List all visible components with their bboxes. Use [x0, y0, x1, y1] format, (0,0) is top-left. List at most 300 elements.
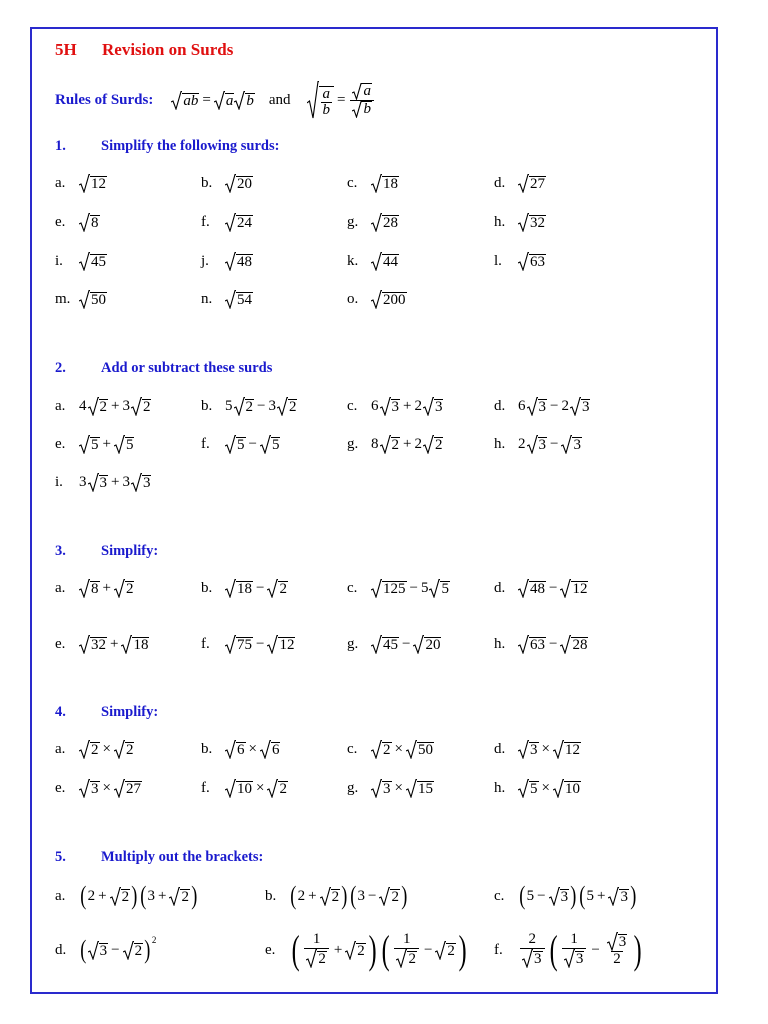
radical	[260, 435, 281, 454]
radical	[435, 941, 456, 960]
expression	[225, 174, 253, 193]
numerator	[568, 932, 580, 948]
radical	[88, 397, 109, 416]
q5-item	[494, 927, 645, 972]
item-label: a.	[55, 740, 66, 757]
operator: +	[596, 887, 606, 904]
coefficient: 6	[371, 397, 379, 414]
radicand: 3	[620, 888, 628, 905]
exponent: 2	[151, 935, 157, 945]
radical-a: a	[214, 91, 235, 110]
radicand: 50	[91, 291, 106, 308]
radicand: 6	[237, 741, 245, 758]
fraction	[605, 932, 630, 968]
radical	[121, 635, 149, 654]
radical	[527, 435, 548, 454]
radical	[518, 213, 546, 232]
radicand: 3	[618, 934, 627, 951]
radicand: 8	[91, 580, 99, 597]
radicand: 3	[534, 951, 542, 968]
radicand: 28	[572, 636, 588, 653]
expression	[289, 927, 469, 972]
radical	[225, 579, 253, 598]
item-label: c.	[347, 397, 358, 414]
q3-item	[55, 631, 149, 657]
coefficient: 2	[414, 397, 422, 414]
radical	[267, 579, 288, 598]
operator: −	[549, 579, 558, 596]
radicand: 5	[237, 436, 245, 453]
q2-item	[201, 393, 297, 419]
radicand: 2	[279, 780, 287, 797]
radical	[413, 635, 441, 654]
radical	[267, 779, 288, 798]
radicand: 2	[245, 398, 253, 415]
expression	[518, 779, 581, 798]
operator: ×	[248, 740, 257, 757]
radicand: 18	[383, 175, 398, 192]
radical	[88, 473, 109, 492]
radicand: 12	[564, 741, 580, 758]
expression	[371, 213, 399, 232]
term: 5	[526, 887, 535, 904]
item-label: b.	[265, 887, 277, 904]
radical	[123, 941, 144, 960]
rule-product: ab = a b	[171, 91, 254, 110]
item-label: f.	[494, 941, 503, 958]
q2-item	[55, 469, 151, 495]
radicand: 2	[125, 741, 134, 758]
coefficient: 2	[561, 397, 569, 414]
radical	[306, 949, 327, 968]
operator: −	[111, 941, 120, 958]
radical	[114, 435, 135, 454]
expression	[79, 435, 134, 454]
radicand: 3	[538, 398, 546, 415]
expression	[79, 937, 156, 963]
radicand: 54	[237, 291, 252, 308]
radical	[518, 579, 546, 598]
operator: +	[102, 435, 111, 452]
denominator	[304, 948, 329, 968]
item-label: e.	[55, 213, 66, 230]
radicand: 2	[121, 888, 130, 905]
section-5-heading: 5. Multiply out the brackets:	[55, 849, 264, 865]
expression	[79, 473, 151, 492]
denominator	[611, 951, 623, 968]
q2-item	[347, 431, 443, 457]
radicand: 3	[434, 398, 443, 415]
radicand: 5	[125, 436, 134, 453]
radical	[267, 635, 295, 654]
operator: +	[111, 397, 120, 414]
numerator	[527, 932, 539, 948]
radicand: 2	[134, 942, 143, 959]
radical	[396, 949, 417, 968]
term: 2	[87, 887, 96, 904]
radicand: 5	[530, 780, 538, 797]
radical	[225, 435, 246, 454]
bracket: (	[80, 881, 87, 910]
item-label: c.	[347, 740, 358, 757]
radicand: 3	[575, 951, 584, 968]
operator: ×	[541, 779, 550, 796]
term: 2	[613, 951, 621, 968]
item-label: b.	[201, 397, 213, 414]
q2-item	[55, 393, 151, 419]
item-label: m.	[55, 290, 71, 307]
q2-item	[494, 393, 590, 419]
bracket: )	[630, 881, 637, 910]
radical	[560, 579, 588, 598]
operator: ×	[256, 779, 265, 796]
operator: −	[248, 435, 257, 452]
expression	[518, 435, 582, 454]
q5-item	[55, 937, 156, 963]
radical	[88, 941, 109, 960]
radical	[549, 887, 570, 906]
radical	[371, 290, 407, 309]
radicand: 20	[425, 636, 441, 653]
expression	[518, 397, 590, 416]
radical	[371, 635, 399, 654]
radical-ab: ab	[171, 91, 199, 110]
radical	[225, 635, 253, 654]
radicand: 2	[91, 741, 99, 758]
radicand: 27	[530, 175, 545, 192]
radicand: 50	[417, 741, 433, 758]
item-label: g.	[347, 213, 359, 230]
radical	[79, 635, 107, 654]
radical	[79, 579, 100, 598]
radical	[234, 397, 255, 416]
radicand: 3	[573, 436, 581, 453]
q3-item	[201, 575, 288, 601]
radical	[371, 252, 399, 271]
bracket: (	[519, 881, 526, 910]
radical	[79, 435, 100, 454]
expression	[79, 174, 107, 193]
q1-item	[55, 209, 100, 235]
radicand: 2	[181, 888, 189, 905]
coefficient: 2	[414, 435, 422, 452]
radical	[406, 779, 434, 798]
expression	[79, 883, 199, 909]
q3-item	[55, 575, 134, 601]
expression	[371, 174, 399, 193]
expression	[225, 635, 295, 654]
term: 1	[570, 931, 578, 948]
q4-item	[55, 775, 142, 801]
radical	[518, 635, 546, 654]
q3-item	[201, 631, 295, 657]
radicand: 3	[142, 474, 151, 491]
radical	[553, 779, 581, 798]
operator: ×	[102, 779, 111, 796]
radical	[608, 887, 629, 906]
q5-item	[55, 883, 199, 909]
q3-item	[347, 575, 450, 601]
denominator	[520, 948, 545, 968]
radicand: 45	[91, 253, 106, 270]
expression	[225, 579, 288, 598]
item-label: d.	[494, 579, 506, 596]
item-label: e.	[55, 635, 66, 652]
radical-b: b	[234, 91, 255, 110]
rules-of-surds	[55, 80, 376, 120]
q1-item	[55, 170, 107, 196]
expression	[79, 213, 100, 232]
operator: −	[402, 635, 411, 652]
expression	[371, 252, 399, 271]
item-label: a.	[55, 397, 66, 414]
operator: +	[98, 887, 107, 904]
radical	[406, 740, 434, 759]
operator: −	[367, 887, 377, 904]
item-label: b.	[201, 740, 213, 757]
radicand: 200	[383, 291, 406, 308]
radical	[131, 397, 152, 416]
coefficient: 3	[268, 397, 276, 414]
item-label: c.	[347, 579, 358, 596]
radicand: 6	[271, 741, 280, 758]
radicand: 2	[434, 436, 443, 453]
radical	[114, 579, 135, 598]
item-label: f.	[201, 635, 210, 652]
q2-item	[201, 431, 280, 457]
bracket: )	[341, 881, 348, 910]
radicand: 32	[91, 636, 106, 653]
expression	[225, 213, 253, 232]
numerator	[401, 932, 413, 948]
radical	[169, 887, 190, 906]
bracket: )	[458, 927, 467, 972]
item-label: d.	[55, 941, 67, 958]
radical	[371, 579, 407, 598]
radicand: 8	[91, 214, 99, 231]
radicand: 20	[237, 175, 252, 192]
bracket: (	[291, 927, 300, 972]
numerator	[311, 932, 323, 948]
expression	[225, 779, 288, 798]
item-label: f.	[201, 435, 210, 452]
operator: −	[537, 887, 546, 904]
operator: ×	[394, 779, 403, 796]
radical	[225, 740, 246, 759]
item-label: d.	[494, 174, 506, 191]
radical	[320, 887, 341, 906]
q1-item	[55, 248, 107, 274]
radical	[345, 941, 366, 960]
rules-label: Rules of Surds:	[55, 91, 154, 108]
expression	[225, 252, 253, 271]
operator: −	[550, 397, 559, 414]
worksheet-title	[55, 40, 233, 60]
expression	[371, 635, 441, 654]
expression	[225, 740, 280, 759]
q3-item	[494, 575, 588, 601]
item-label: c.	[494, 887, 505, 904]
operator: +	[308, 887, 317, 904]
q1-item	[347, 209, 399, 235]
operator: +	[403, 435, 412, 452]
radical	[79, 290, 107, 309]
q2-item	[494, 431, 582, 457]
expression	[518, 252, 546, 271]
q4-item	[494, 736, 581, 762]
operator: −	[423, 941, 433, 958]
operator: ×	[541, 740, 550, 757]
radical	[260, 740, 281, 759]
radicand: 3	[530, 741, 538, 758]
item-label: e.	[55, 779, 66, 796]
bracket: (	[290, 881, 297, 910]
radicand: 10	[237, 780, 252, 797]
fraction	[394, 932, 419, 968]
expression	[79, 579, 134, 598]
coefficient: 5	[420, 579, 429, 596]
radical	[225, 252, 253, 271]
radical	[423, 397, 444, 416]
item-label: a.	[55, 887, 66, 904]
radicand: 2	[125, 580, 134, 597]
rules-and: and	[268, 91, 291, 108]
coefficient: 3	[79, 473, 87, 490]
radical	[522, 949, 543, 968]
radicand: 48	[237, 253, 252, 270]
expression	[371, 397, 443, 416]
denominator	[394, 948, 419, 968]
coefficient: 3	[122, 473, 130, 490]
radical	[518, 174, 546, 193]
bracket: (	[80, 935, 87, 964]
radical	[423, 435, 444, 454]
coefficient: 4	[79, 397, 87, 414]
radicand: 75	[237, 636, 252, 653]
expression	[79, 635, 149, 654]
radical	[79, 174, 107, 193]
item-label: h.	[494, 213, 506, 230]
item-label: h.	[494, 435, 506, 452]
coefficient: 8	[371, 435, 379, 452]
operator: +	[110, 635, 119, 652]
bracket: )	[633, 927, 642, 972]
item-label: h.	[494, 635, 506, 652]
radicand: 3	[99, 474, 107, 491]
radicand: 15	[417, 780, 433, 797]
operator: −	[591, 941, 600, 958]
radicand: 10	[564, 780, 580, 797]
radicand: 2	[391, 888, 399, 905]
q1-item	[494, 248, 546, 274]
operator: −	[550, 435, 559, 452]
radicand: 5	[271, 436, 280, 453]
coefficient: 5	[225, 397, 233, 414]
radicand: 2	[357, 942, 365, 959]
radicand: 5	[91, 436, 99, 453]
radical	[225, 290, 253, 309]
radicand: 63	[530, 253, 545, 270]
section-2-heading: 2. Add or subtract these surds	[55, 360, 273, 376]
expression	[371, 740, 434, 759]
q3-item	[494, 631, 588, 657]
radicand: 2	[447, 942, 455, 959]
item-label: e.	[55, 435, 66, 452]
radicand: 2	[383, 741, 391, 758]
radicand: 2	[99, 398, 107, 415]
item-label: a.	[55, 174, 66, 191]
operator: −	[549, 635, 558, 652]
q1-item	[494, 170, 546, 196]
radical	[371, 174, 399, 193]
expression	[79, 397, 151, 416]
section-1-heading: 1. Simplify the following surds:	[55, 138, 280, 154]
operator: −	[256, 635, 265, 652]
radicand: 3	[581, 398, 590, 415]
radical	[561, 435, 582, 454]
bracket: )	[191, 881, 198, 910]
radical	[225, 779, 253, 798]
q4-item	[347, 775, 434, 801]
expression	[79, 252, 107, 271]
item-label: j.	[201, 252, 209, 269]
q1-item	[201, 286, 253, 312]
operator: +	[403, 397, 412, 414]
radical	[225, 174, 253, 193]
radical	[371, 779, 392, 798]
q2-item	[347, 393, 443, 419]
bracket: )	[368, 927, 377, 972]
radical	[553, 740, 581, 759]
operator: −	[409, 579, 418, 596]
radicand: 2	[288, 398, 297, 415]
item-label: d.	[494, 397, 506, 414]
q4-item	[201, 736, 280, 762]
fraction	[520, 932, 545, 968]
item-label: i.	[55, 473, 63, 490]
section-4-heading: 4. Simplify:	[55, 704, 159, 720]
term: 5	[586, 887, 594, 904]
radical	[114, 740, 135, 759]
radical	[560, 635, 588, 654]
bracket: (	[140, 881, 147, 910]
bracket: )	[570, 881, 577, 910]
term: 3	[147, 887, 155, 904]
q5-item	[265, 927, 469, 972]
q3-item	[347, 631, 441, 657]
q1-item	[347, 286, 407, 312]
radicand: 24	[237, 214, 252, 231]
item-label: a.	[55, 579, 66, 596]
q1-item	[201, 248, 253, 274]
radical	[518, 740, 539, 759]
item-label: o.	[347, 290, 359, 307]
operator: −	[257, 397, 266, 414]
bracket: (	[579, 881, 586, 910]
term: 2	[528, 931, 536, 948]
radicand: 5	[441, 580, 449, 597]
item-label: k.	[347, 252, 359, 269]
q1-item	[347, 170, 399, 196]
q5-item	[265, 883, 409, 909]
radical	[380, 435, 401, 454]
expression	[79, 740, 134, 759]
item-label: f.	[201, 779, 210, 796]
radical	[114, 779, 142, 798]
q1-item	[201, 170, 253, 196]
rule-quotient: $\frac{a}{b}$ = $\frac{a}{b}$	[307, 81, 376, 119]
radical	[429, 579, 450, 598]
